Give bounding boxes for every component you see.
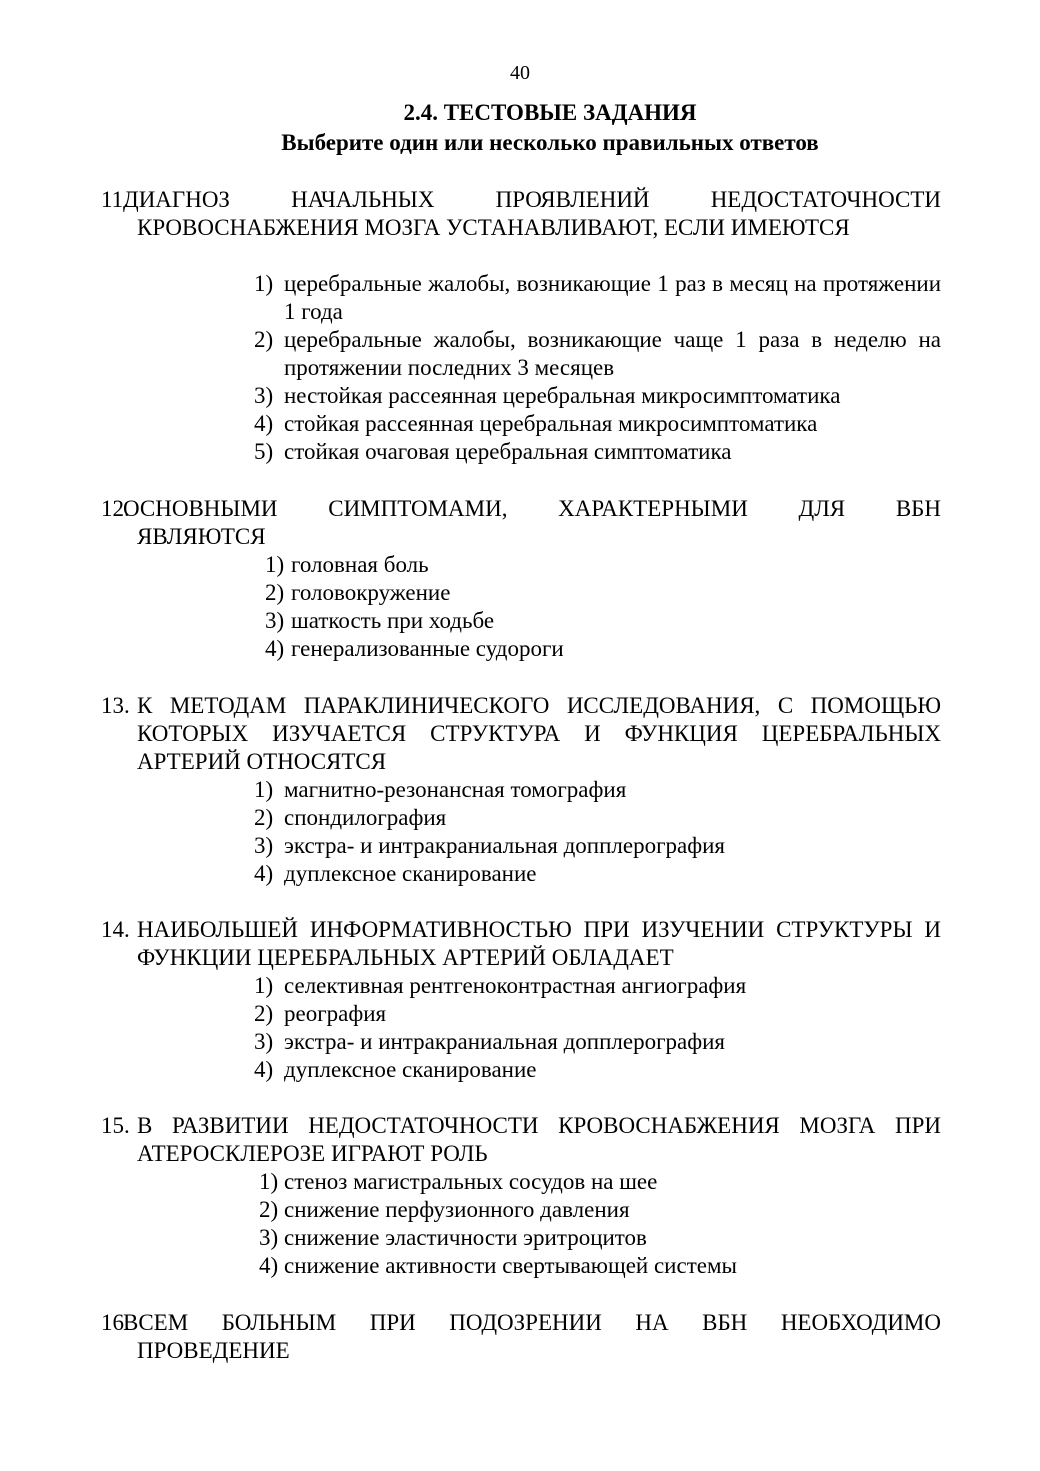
option-text: реография <box>284 1001 387 1026</box>
question-number: 11. <box>101 187 129 212</box>
option-1 <box>254 972 941 1000</box>
option-text: нестойкая рассеянная церебральная микросимптоматика <box>284 383 841 408</box>
question-12 <box>101 495 941 663</box>
option-3 <box>254 382 941 410</box>
option-number: 4) <box>259 1253 279 1278</box>
question-14 <box>101 916 941 1084</box>
option-number: 3) <box>259 1225 279 1250</box>
option-4 <box>254 1056 941 1084</box>
question-number: 12. <box>101 496 130 521</box>
page-number: 40 <box>510 62 530 84</box>
option-number: 2) <box>265 580 285 605</box>
option-number: 4) <box>254 861 274 886</box>
option-4 <box>259 1252 941 1280</box>
option-number: 2) <box>254 1001 274 1026</box>
option-text: церебральные жалобы, возникающие чаще 1 раза в неделю на протяжении последних 3 месяцев <box>284 327 941 380</box>
option-number: 4) <box>254 1057 274 1082</box>
option-3 <box>254 1028 941 1056</box>
option-4 <box>254 860 941 888</box>
option-2 <box>254 326 941 382</box>
question-text: К МЕТОДАМ ПАРАКЛИНИЧЕСКОГО ИССЛЕДОВАНИЯ, С ПОМОЩЬЮ КОТОРЫХ ИЗУЧАЕТСЯ СТРУКТУРА И ФУНКЦИЯ ЦЕРЕБРАЛЬНЫХ АРТЕРИЙ ОТНОСЯТСЯ <box>137 693 941 774</box>
option-1 <box>265 551 941 579</box>
option-4 <box>254 410 941 438</box>
option-3 <box>254 832 941 860</box>
option-number: 1) <box>265 552 285 577</box>
option-text: стойкая очаговая церебральная симптоматика <box>284 439 732 464</box>
option-text: головокружение <box>291 580 451 605</box>
option-number: 1) <box>254 271 274 296</box>
option-3 <box>259 1224 941 1252</box>
option-number: 3) <box>254 1029 274 1054</box>
option-number: 1) <box>254 973 274 998</box>
section-title: 2.4. ТЕСТОВЫЕ ЗАДАНИЯ <box>403 100 697 125</box>
option-number: 2) <box>254 327 274 352</box>
option-2 <box>254 804 941 832</box>
option-number: 2) <box>254 805 274 830</box>
question-text-line-1: ВСЕМ БОЛЬНЫМ ПРИ ПОДОЗРЕНИИ НА ВБН НЕОБХОДИМО <box>123 1310 941 1335</box>
option-text: дуплексное сканирование <box>284 1057 537 1082</box>
question-text: НАИБОЛЬШЕЙ ИНФОРМАТИВНОСТЬЮ ПРИ ИЗУЧЕНИИ СТРУКТУРЫ И ФУНКЦИИ ЦЕРЕБРАЛЬНЫХ АРТЕРИЙ ОБЛАДАЕТ <box>137 917 941 970</box>
option-1 <box>259 1168 941 1196</box>
option-number: 1) <box>259 1169 279 1194</box>
question-11 <box>101 186 941 466</box>
option-number: 5) <box>254 439 274 464</box>
question-text-line-1: ОСНОВНЫМИ СИМПТОМАМИ, ХАРАКТЕРНЫМИ ДЛЯ ВБН <box>123 496 941 521</box>
option-text: экстра- и интракраниальная допплерография <box>284 833 726 858</box>
options-list <box>254 776 941 888</box>
option-4 <box>265 635 941 663</box>
option-text: снижение активности свертывающей системы <box>284 1253 737 1278</box>
option-number: 1) <box>254 777 274 802</box>
option-number: 2) <box>259 1197 279 1222</box>
option-text: селективная рентгеноконтрастная ангиография <box>284 973 747 998</box>
option-text: церебральные жалобы, возникающие 1 раз в месяц на протяжении 1 года <box>284 271 941 324</box>
option-text: снижение эластичности эритроцитов <box>284 1225 647 1250</box>
option-text: спондилография <box>284 805 447 830</box>
option-text: магнитно-резонансная томография <box>284 777 627 802</box>
option-text: снижение перфузионного давления <box>284 1197 630 1222</box>
question-text: В РАЗВИТИИ НЕДОСТАТОЧНОСТИ КРОВОСНАБЖЕНИЯ МОЗГА ПРИ АТЕРОСКЛЕРОЗЕ ИГРАЮТ РОЛЬ <box>137 1113 941 1166</box>
option-1 <box>254 776 941 804</box>
question-text-line-2: ЯВЛЯЮТСЯ <box>137 524 266 549</box>
option-2 <box>265 579 941 607</box>
option-text: дуплексное сканирование <box>284 861 537 886</box>
question-number: 14. <box>101 917 130 942</box>
option-5 <box>254 438 941 466</box>
option-text: экстра- и интракраниальная допплерография <box>284 1029 726 1054</box>
question-number: 16. <box>101 1310 130 1335</box>
question-13 <box>101 692 941 888</box>
option-3 <box>265 607 941 635</box>
option-number: 4) <box>254 411 274 436</box>
option-text: шаткость при ходьбе <box>291 608 495 633</box>
question-text-line-2: ПРОВЕДЕНИЕ <box>137 1338 290 1363</box>
option-2 <box>254 1000 941 1028</box>
options-list <box>259 1168 941 1280</box>
option-2 <box>259 1196 941 1224</box>
question-number: 13. <box>101 693 130 718</box>
options-list <box>254 270 941 466</box>
question-text-line-2: КРОВОСНАБЖЕНИЯ МОЗГА УСТАНАВЛИВАЮТ, ЕСЛИ ИМЕЮТСЯ <box>137 215 850 240</box>
option-text: головная боль <box>291 552 429 577</box>
option-text: стеноз магистральных сосудов на шее <box>284 1169 658 1194</box>
options-list <box>265 551 941 663</box>
question-text-line-1: ДИАГНОЗ НАЧАЛЬНЫХ ПРОЯВЛЕНИЙ НЕДОСТАТОЧНОСТИ <box>123 187 941 212</box>
option-number: 4) <box>265 636 285 661</box>
option-text: генерализованные судороги <box>291 636 564 661</box>
instruction: Выберите один или несколько правильных ответов <box>281 130 819 155</box>
option-text: стойкая рассеянная церебральная микросимптоматика <box>284 411 818 436</box>
option-number: 3) <box>254 833 274 858</box>
option-number: 3) <box>254 383 274 408</box>
question-15 <box>101 1112 941 1280</box>
options-list <box>254 972 941 1084</box>
option-number: 3) <box>265 608 285 633</box>
question-16 <box>101 1309 941 1365</box>
question-number: 15. <box>101 1113 130 1138</box>
option-1 <box>254 270 941 326</box>
